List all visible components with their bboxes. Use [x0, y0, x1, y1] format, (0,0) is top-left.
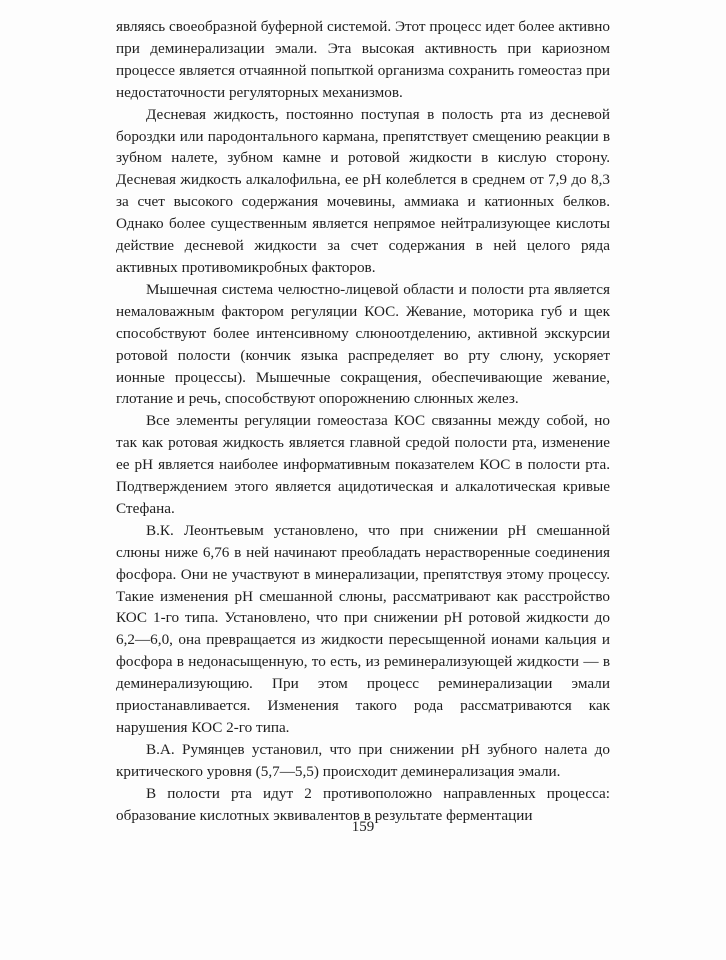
- paragraph-muscular-system: Мышечная система челюстно-лицевой области и полости рта является немаловажным фактором регуляции КОС. Жевание, моторика губ и щек способствуют более интенсивному слюноотделению, активной экскурсии ротовой полости (кончик языка распределяет во рту слюну, ускоряет ионные процессы). Мышечные сокращения, обеспечивающие жевание, глотание и речь, способствуют опорожнению слюнных желез.: [116, 280, 610, 408]
- paragraph-leontiev: В.К. Леонтьевым установлено, что при снижении pH смешанной слюны ниже 6,76 в ней начинают преобладать нерастворенные соединения фосфора. Они не участвуют в минерализации, препятствуя этому процессу. Такие изменения pH смешанной слюны, рассматривают как расстройство КОС 1-го типа. Установлено, что при снижении pH ротовой жидкости до 6,2—6,0, она превращается из жидкости пересыщенной ионами кальция и фосфора в недонасыщенную, то есть, из реминерализующей жидкости — в деминерализующию. При этом процесс реминерализации эмали приостанавливается. Изменения такого рода рассматриваются как нарушения КОС 2-го типа.: [116, 521, 610, 736]
- paragraph-kos-regulation: Все элементы регуляции гомеостаза КОС связанны между собой, но так как ротовая жидкость является главной средой полости рта, изменение ее pH является наиболее информативным показателем КОС в полости рта. Подтверждением этого является ацидотическая и алкалотическая кривые Стефана.: [116, 412, 610, 517]
- page-number: 159: [351, 819, 375, 835]
- paragraph-rumyantsev: В.А. Румянцев установил, что при снижении pH зубного налета до критического уровня (5,7—5,5) происходит деминерализация эмали.: [116, 740, 610, 780]
- body-text: [116, 16, 610, 827]
- paragraph-opposite-processes: В полости рта идут 2 противоположно направленных процесса: образование кислотных эквивалентов в результате ферментации: [116, 784, 610, 824]
- paragraph-continuation: являясь своеобразной буферной системой. Этот процесс идет более активно при деминерализации эмали. Эта высокая активность при кариозном процессе является отчаянной попыткой организма сохранить гомеостаз при недостаточности регуляторных механизмов.: [116, 18, 610, 101]
- paragraph-gingival-fluid: Десневая жидкость, постоянно поступая в полость рта из десневой бороздки или пародонтального кармана, препятствует смещению реакции в зубном налете, зубном камне и ротовой жидкости в кислую сторону. Десневая жидкость алкалофильна, ее pH колеблется в среднем от 7,9 до 8,3 за счет высокого содержания мочевины, аммиака и катионных белков. Однако более существенным является непрямое нейтрализующее кислоты действие десневой жидкости за счет содержания в ней целого ряда активных противомикробных факторов.: [116, 105, 610, 276]
